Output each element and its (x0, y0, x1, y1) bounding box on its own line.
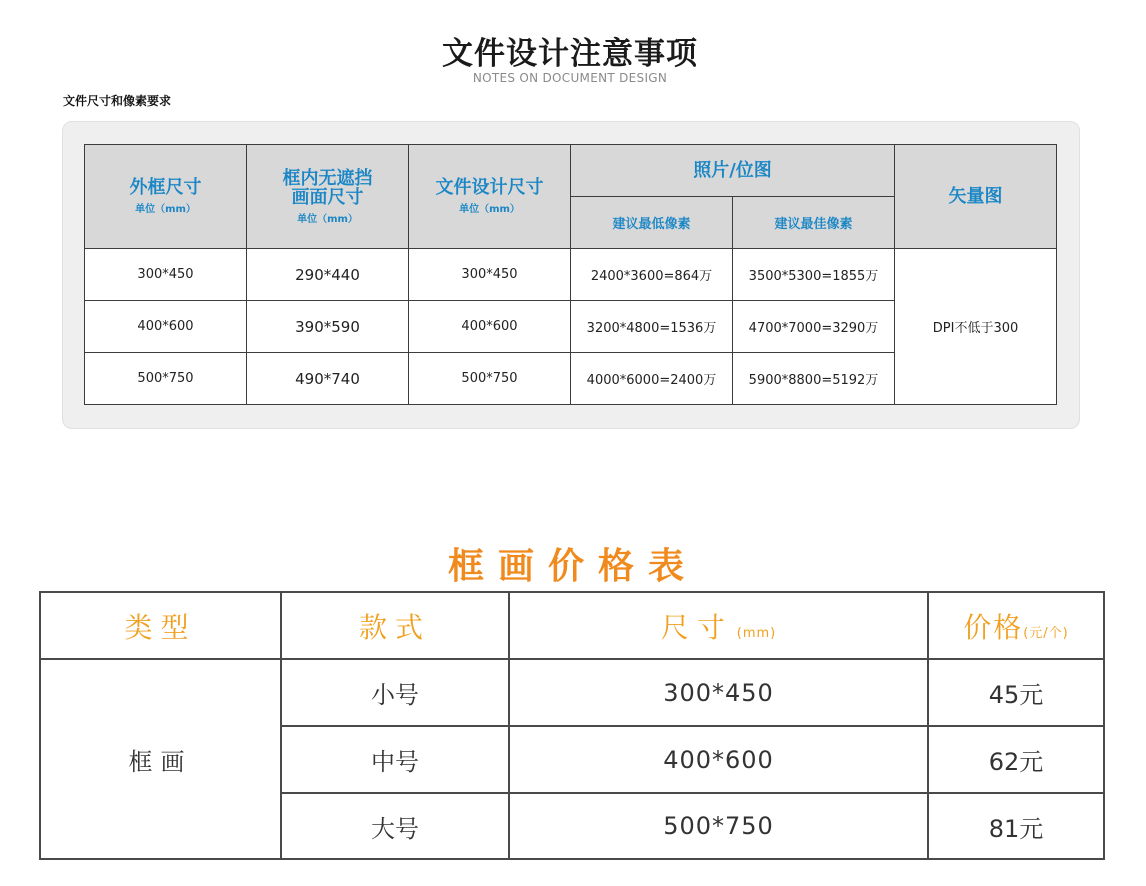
cell-min-pixels: 4000*6000=2400万 (571, 353, 733, 405)
cell-type-label: 框画 (128, 747, 193, 776)
cell-vector-note: DPI不低于300 (895, 249, 1057, 405)
cell-size: 500*750 (509, 793, 928, 859)
table-row (85, 249, 1057, 301)
header-price-unit: (元/个) (1023, 625, 1069, 641)
header-inner-label-2: 画面尺寸 (291, 186, 364, 208)
cell-design: 400*600 (409, 301, 571, 353)
price-table-title: 框画价格表 (447, 546, 698, 587)
header-type-label: 类型 (124, 610, 197, 644)
cell-best-pixels: 4700*7000=3290万 (733, 301, 895, 353)
table-row (40, 659, 1104, 726)
header-vector-label: 矢量图 (948, 186, 1003, 207)
cell-style: 大号 (281, 793, 509, 859)
header-style (281, 592, 509, 659)
header-price (928, 592, 1104, 659)
cell-inner: 490*740 (247, 353, 409, 405)
cell-best-pixels: 5900*8800=5192万 (733, 353, 895, 405)
cell-design: 300*450 (409, 249, 571, 301)
header-design-label: 文件设计尺寸 (435, 177, 544, 198)
header-photo-min-label: 建议最低像素 (612, 217, 691, 232)
header-size-unit: (mm) (736, 625, 777, 641)
header-photo-best-label: 建议最佳像素 (774, 217, 853, 232)
cell-min-pixels: 2400*3600=864万 (571, 249, 733, 301)
header-photo (571, 145, 895, 197)
cell-style: 中号 (281, 726, 509, 793)
cell-min-pixels: 3200*4800=1536万 (571, 301, 733, 353)
header-size (509, 592, 928, 659)
header-inner-label-1: 框内无遮挡 (282, 167, 373, 189)
header-design-size (409, 145, 571, 249)
header-inner-size (247, 145, 409, 249)
cell-outer: 300*450 (85, 249, 247, 301)
header-outer-unit: 单位（mm） (135, 204, 196, 215)
header-inner-unit: 单位（mm） (297, 213, 358, 225)
price-table (39, 591, 1105, 860)
cell-price: 45元 (928, 659, 1104, 726)
cell-size: 400*600 (509, 726, 928, 793)
header-size-label: 尺寸 (660, 610, 733, 644)
cell-price: 81元 (928, 793, 1104, 859)
cell-inner: 290*440 (247, 249, 409, 301)
cell-outer: 500*750 (85, 353, 247, 405)
cell-outer: 400*600 (85, 301, 247, 353)
header-photo-min (571, 197, 733, 249)
header-design-unit: 单位（mm） (459, 204, 520, 215)
cell-best-pixels: 3500*5300=1855万 (733, 249, 895, 301)
page-title: 文件设计注意事项 (442, 36, 698, 72)
header-style-label: 款式 (358, 610, 431, 644)
header-price-label: 价格 (963, 610, 1024, 644)
cell-type (40, 659, 281, 859)
header-vector (895, 145, 1057, 249)
cell-design: 500*750 (409, 353, 571, 405)
cell-style: 小号 (281, 659, 509, 726)
header-outer-label: 外框尺寸 (129, 177, 202, 198)
header-type (40, 592, 281, 659)
cell-inner: 390*590 (247, 301, 409, 353)
spec-table (84, 144, 1057, 405)
header-outer-size (85, 145, 247, 249)
cell-size: 300*450 (509, 659, 928, 726)
header-photo-label: 照片/位图 (693, 160, 772, 181)
cell-price: 62元 (928, 726, 1104, 793)
section-label: 文件尺寸和像素要求 (63, 94, 172, 108)
header-photo-best (733, 197, 895, 249)
page-subtitle: NOTES ON DOCUMENT DESIGN (472, 71, 668, 85)
